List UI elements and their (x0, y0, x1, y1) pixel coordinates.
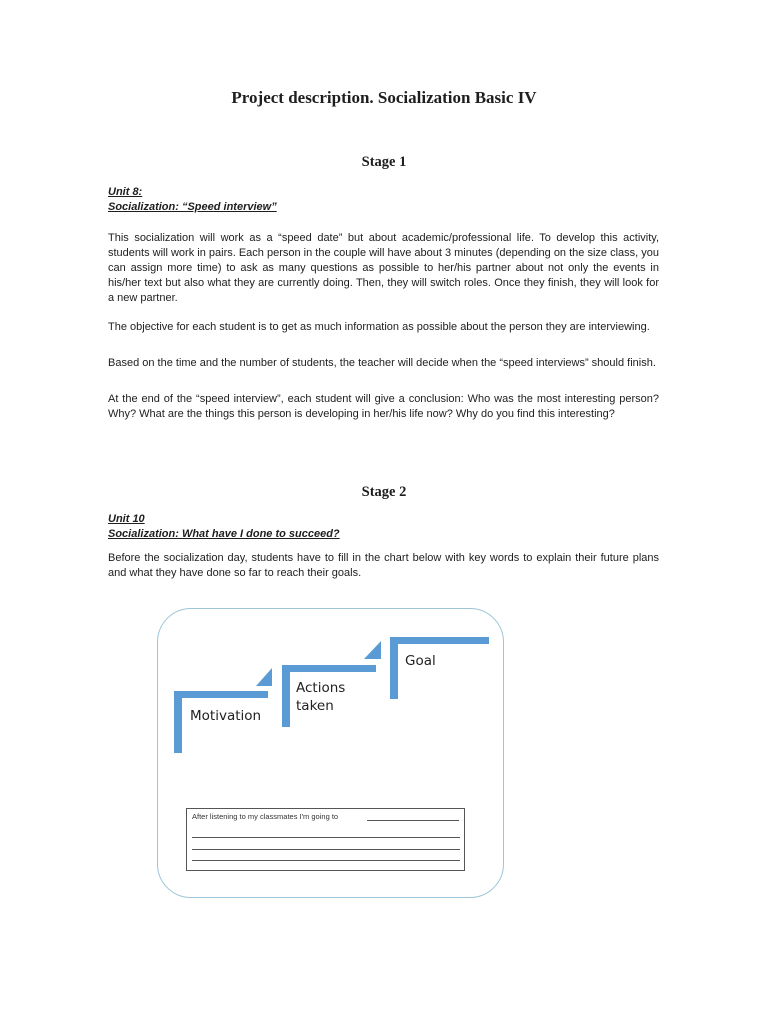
stage-2-heading: Stage 2 (361, 484, 407, 500)
step-arrow-1 (256, 668, 272, 686)
goal-label: Goal (405, 653, 436, 669)
notes-line (192, 849, 460, 850)
actions-step-post (282, 665, 290, 727)
goal-step-bar (390, 637, 489, 644)
succeed-subtitle: Socialization: What have I done to succeed? (108, 528, 340, 540)
stage-1-paragraph-4: At the end of the “speed interview”, each student will give a conclusion: Who was the most interesting person? Why? What are the things this person is developing in her/his life now? Why do you find this interesting? (108, 393, 659, 420)
goal-steps-diagram (157, 608, 504, 898)
unit-8-label: Unit 8: (108, 186, 143, 198)
actions-taken-label: Actions taken (296, 680, 346, 714)
reflection-notes-box[interactable] (186, 808, 465, 871)
notes-line (192, 837, 460, 838)
step-arrow-2 (364, 641, 381, 659)
notes-prompt: After listening to my classmates I'm going to (192, 812, 339, 821)
notes-line (192, 860, 460, 861)
motivation-step-bar (174, 691, 268, 698)
unit-10-label: Unit 10 (108, 513, 145, 525)
document-title: Project description. Socialization Basic IV (231, 88, 537, 107)
motivation-label: Motivation (190, 708, 262, 724)
speed-interview-subtitle: Socialization: “Speed interview” (108, 201, 277, 213)
stage-1-paragraph-1: This socialization will work as a “speed date” but about academic/professional life. To develop this activity, students will work in pairs. Each person in the couple will have about 3 minutes (depending on the size class, you can assign more time) to ask as many questions as possible to her/his partner about not only the events in his/her text but also what they are currently doing. Then, they will switch roles. Once they finish, they will look for a new partner. (108, 232, 659, 304)
stage-1-paragraph-2: The objective for each student is to get as much information as possible about the person they are interviewing. (108, 321, 650, 333)
actions-step-bar (282, 665, 376, 672)
stage-1-paragraph-3: Based on the time and the number of students, the teacher will decide when the “speed interviews” should finish. (108, 357, 656, 369)
goal-step-post (390, 637, 398, 699)
stage-2-paragraph: Before the socialization day, students have to fill in the chart below with key words to explain their future plans and what they have done so far to reach their goals. (108, 552, 659, 579)
stage-1-heading: Stage 1 (361, 154, 407, 170)
prompt-blank-line (367, 820, 459, 821)
motivation-step-post (174, 691, 182, 753)
